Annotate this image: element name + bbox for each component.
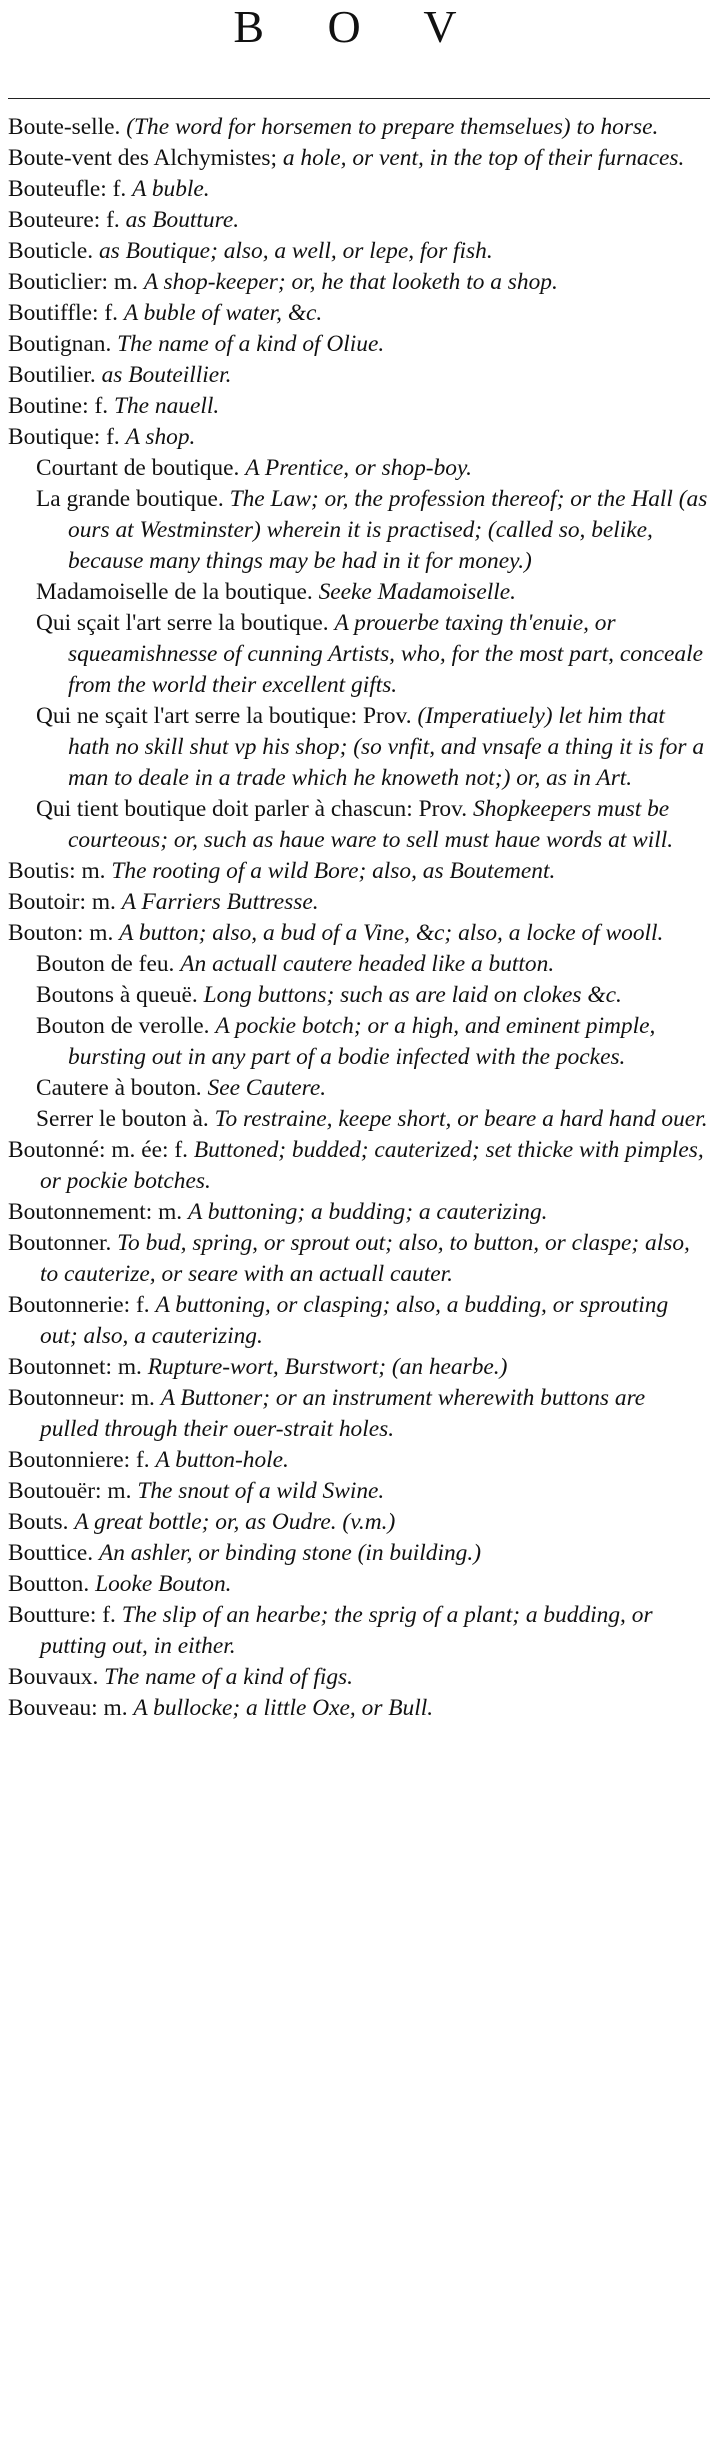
definition: A Prentice, or shop-boy. bbox=[245, 455, 472, 481]
headword: Boutis: bbox=[8, 858, 76, 884]
definition: The Law; or, the profession thereof; or the Hall (as ours at Westminster) wherein it is practised; (called so, belike, because many things may be had in it for money.) bbox=[68, 486, 708, 574]
definition: The snout of a wild Swine. bbox=[137, 1478, 385, 1504]
dictionary-entry bbox=[8, 174, 708, 205]
grammar-label: f. bbox=[94, 393, 109, 419]
page-header: B O V bbox=[233, 1, 483, 52]
definition: A shop-keeper; or, he that looketh to a shop. bbox=[143, 269, 558, 295]
grammar-label: f. bbox=[106, 424, 120, 450]
dictionary-entry bbox=[8, 298, 708, 329]
headword: Boutonnement: bbox=[8, 1199, 153, 1225]
definition: A shop. bbox=[125, 424, 196, 450]
dictionary-entry bbox=[8, 1197, 708, 1228]
sub-entry bbox=[8, 701, 708, 794]
definition: A button; also, a bud of a Vine, &c; also, a locke of wooll. bbox=[119, 920, 664, 946]
entry-list bbox=[8, 112, 708, 1724]
grammar-label: Prov. bbox=[363, 703, 412, 729]
headword: Boutouër: bbox=[8, 1478, 102, 1504]
definition: Buttoned; budded; cauterized; set thicke with pimples, or pockie botches. bbox=[40, 1137, 704, 1194]
headword: Boutonniere: bbox=[8, 1447, 131, 1473]
headword: Qui tient boutique doit parler à chascun: bbox=[36, 796, 413, 822]
headword: Bouvaux. bbox=[8, 1664, 99, 1690]
headword: Boute-selle. bbox=[8, 114, 121, 140]
headword: Courtant de boutique. bbox=[36, 455, 240, 481]
dictionary-entry bbox=[8, 143, 708, 174]
headword: Bouticlier: bbox=[8, 269, 109, 295]
headword: Boutonné: bbox=[8, 1137, 106, 1163]
grammar-label: f. bbox=[106, 207, 120, 233]
sub-entry bbox=[8, 794, 708, 856]
grammar-label: m. bbox=[103, 1695, 128, 1721]
dictionary-entry bbox=[8, 1538, 708, 1569]
grammar-label: f. bbox=[102, 1602, 116, 1628]
grammar-label: m. bbox=[89, 920, 114, 946]
headword: Bouticle. bbox=[8, 238, 94, 264]
sub-entry bbox=[8, 1104, 708, 1135]
definition: Seeke Madamoiselle. bbox=[318, 579, 517, 605]
headword: Serrer le bouton à. bbox=[36, 1106, 209, 1132]
dictionary-entry bbox=[8, 1662, 708, 1693]
grammar-label: m. ée: f. bbox=[111, 1137, 188, 1163]
headword: Boutine: bbox=[8, 393, 89, 419]
headword: Qui ne sçait l'art serre la boutique: bbox=[36, 703, 358, 729]
grammar-label: m. bbox=[113, 269, 138, 295]
dictionary-entry bbox=[8, 391, 708, 422]
definition: A bullocke; a little Oxe, or Bull. bbox=[133, 1695, 434, 1721]
headword: Boutonnerie: bbox=[8, 1292, 131, 1318]
dictionary-entry bbox=[8, 1135, 708, 1197]
dictionary-entry bbox=[8, 1290, 708, 1352]
definition: as Boutique; also, a well, or lepe, for fish. bbox=[98, 238, 493, 264]
definition: (Imperatiuely) let him that hath no skill shut vp his shop; (so vnfit, and vnsafe a thing it is for a man to deale in a trade which he knoweth not;) or, as in Art. bbox=[68, 703, 705, 791]
definition: The name of a kind of Oliue. bbox=[117, 331, 385, 357]
sub-entry bbox=[8, 1073, 708, 1104]
header-rule bbox=[8, 98, 710, 99]
sub-entry bbox=[8, 608, 708, 701]
headword: Bouteure: bbox=[8, 207, 101, 233]
headword: Bouveau: bbox=[8, 1695, 98, 1721]
headword: Bouton de verolle. bbox=[36, 1013, 210, 1039]
headword: Boutoir: bbox=[8, 889, 86, 915]
sub-entry bbox=[8, 1011, 708, 1073]
definition: A prouerbe taxing th'enuie, or squeamishnesse of cunning Artists, who, for the most part, conceale from the world their excellent gifts. bbox=[68, 610, 703, 698]
dictionary-entry bbox=[8, 205, 708, 236]
definition: To restraine, keepe short, or beare a hard hand ouer. bbox=[214, 1106, 708, 1132]
definition: The nauell. bbox=[113, 393, 220, 419]
definition: A Buttoner; or an instrument wherewith buttons are pulled through their ouer-strait holes. bbox=[40, 1385, 646, 1442]
headword: Boutton. bbox=[8, 1571, 90, 1597]
definition: An actuall cautere headed like a button. bbox=[180, 951, 555, 977]
definition: Rupture-wort, Burstwort; (an hearbe.) bbox=[147, 1354, 508, 1380]
definition: Long buttons; such as are laid on clokes &c. bbox=[203, 982, 622, 1008]
headword: Bouttice. bbox=[8, 1540, 94, 1566]
dictionary-entry bbox=[8, 329, 708, 360]
dictionary-entry bbox=[8, 1383, 708, 1445]
headword: Bouteufle: bbox=[8, 176, 107, 202]
grammar-label: f. bbox=[104, 300, 119, 326]
definition: A buttoning, or clasping; also, a budding, or sprouting out; also, a cauterizing. bbox=[40, 1292, 669, 1349]
headword: Boutonner. bbox=[8, 1230, 112, 1256]
grammar-label: m. bbox=[81, 858, 106, 884]
definition: A great bottle; or, as Oudre. (v.m.) bbox=[74, 1509, 396, 1535]
sub-entry bbox=[8, 980, 708, 1011]
dictionary-entry bbox=[8, 236, 708, 267]
definition: (The word for horsemen to prepare themselues) to horse. bbox=[126, 114, 659, 140]
headword: Boutilier. bbox=[8, 362, 96, 388]
headword: Bouts. bbox=[8, 1509, 69, 1535]
grammar-label: f. bbox=[136, 1292, 150, 1318]
headword: Boute-vent des Alchymistes; bbox=[8, 145, 277, 171]
dictionary-entry bbox=[8, 1228, 708, 1290]
definition: See Cautere. bbox=[207, 1075, 327, 1101]
headword: Boutonneur: bbox=[8, 1385, 125, 1411]
definition: The name of a kind of figs. bbox=[104, 1664, 354, 1690]
definition: A button-hole. bbox=[155, 1447, 289, 1473]
sub-entry bbox=[8, 484, 708, 577]
grammar-label: m. bbox=[91, 889, 116, 915]
headword: Cautere à bouton. bbox=[36, 1075, 202, 1101]
definition: A buble. bbox=[132, 176, 210, 202]
headword: La grande boutique. bbox=[36, 486, 224, 512]
headword: Boutique: bbox=[8, 424, 101, 450]
definition: To bud, spring, or sprout out; also, to button, or claspe; also, to cauterize, or seare with an actuall cauter. bbox=[40, 1230, 690, 1287]
grammar-label: f. bbox=[136, 1447, 150, 1473]
dictionary-entry bbox=[8, 1476, 708, 1507]
sub-entry bbox=[8, 949, 708, 980]
headword: Bouton: bbox=[8, 920, 84, 946]
grammar-label: m. bbox=[117, 1354, 142, 1380]
headword: Boutiffle: bbox=[8, 300, 99, 326]
dictionary-entry bbox=[8, 422, 708, 453]
definition: An ashler, or binding stone (in building.) bbox=[98, 1540, 482, 1566]
dictionary-entry bbox=[8, 1569, 708, 1600]
headword: Boutignan. bbox=[8, 331, 112, 357]
dictionary-entry bbox=[8, 1507, 708, 1538]
dictionary-entry bbox=[8, 360, 708, 391]
definition: A Farriers Buttresse. bbox=[121, 889, 319, 915]
dictionary-entry bbox=[8, 1445, 708, 1476]
sub-entry bbox=[8, 453, 708, 484]
definition: The rooting of a wild Bore; also, as Boutement. bbox=[111, 858, 556, 884]
sub-entry bbox=[8, 577, 708, 608]
dictionary-entry bbox=[8, 267, 708, 298]
grammar-label: m. bbox=[158, 1199, 183, 1225]
definition: a hole, or vent, in the top of their furnaces. bbox=[282, 145, 685, 171]
definition: A pockie botch; or a high, and eminent pimple, bursting out in any part of a bodie infected with the pockes. bbox=[68, 1013, 656, 1070]
headword: Boutonnet: bbox=[8, 1354, 112, 1380]
definition: Shopkeepers must be courteous; or, such as haue ware to sell must haue words at will. bbox=[68, 796, 674, 853]
definition: The slip of an hearbe; the sprig of a plant; a budding, or putting out, in either. bbox=[40, 1602, 653, 1659]
dictionary-entry bbox=[8, 918, 708, 949]
headword: Madamoiselle de la boutique. bbox=[36, 579, 313, 605]
grammar-label: f. bbox=[112, 176, 127, 202]
headword: Boutons à queuë. bbox=[36, 982, 198, 1008]
grammar-label: m. bbox=[107, 1478, 132, 1504]
grammar-label: Prov. bbox=[418, 796, 468, 822]
dictionary-entry bbox=[8, 856, 708, 887]
grammar-label: m. bbox=[130, 1385, 155, 1411]
headword: Boutture: bbox=[8, 1602, 97, 1628]
definition: Looke Bouton. bbox=[95, 1571, 232, 1597]
definition: as Bouteillier. bbox=[101, 362, 232, 388]
definition: A buble of water, &c. bbox=[123, 300, 323, 326]
dictionary-entry bbox=[8, 112, 708, 143]
definition: A buttoning; a budding; a cauterizing. bbox=[188, 1199, 548, 1225]
headword: Qui sçait l'art serre la boutique. bbox=[36, 610, 329, 636]
dictionary-entry bbox=[8, 887, 708, 918]
dictionary-entry bbox=[8, 1693, 708, 1724]
dictionary-entry bbox=[8, 1352, 708, 1383]
definition: as Boutture. bbox=[125, 207, 240, 233]
headword: Bouton de feu. bbox=[36, 951, 175, 977]
dictionary-entry bbox=[8, 1600, 708, 1662]
